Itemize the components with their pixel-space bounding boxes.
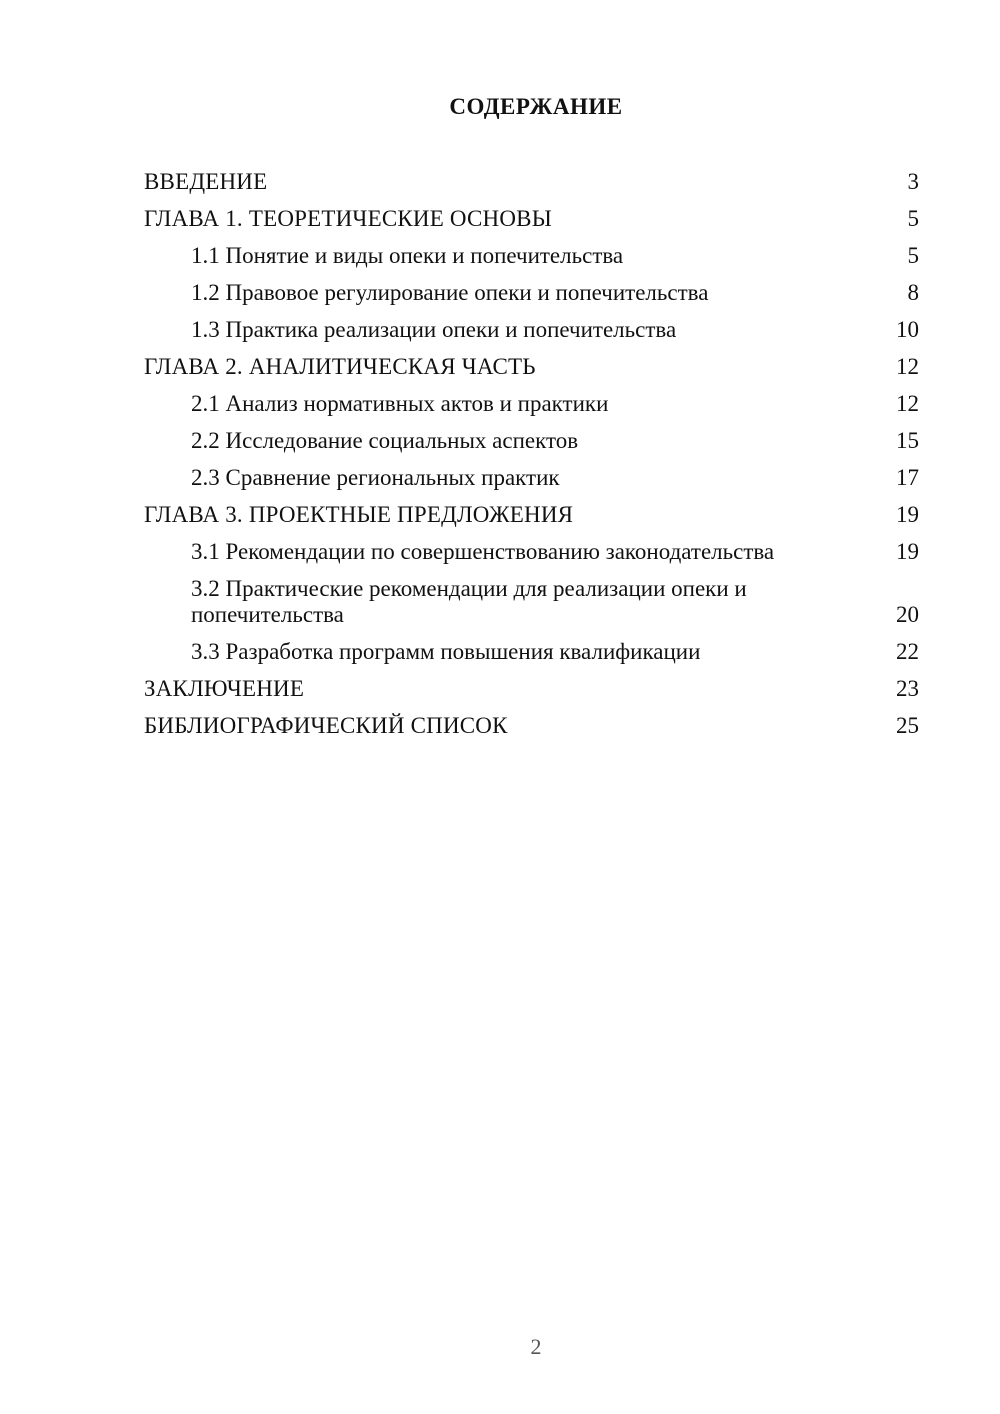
toc-entry-page: 20 [896,602,919,627]
toc-entry-text: 1.2 Правовое регулирование опеки и попечительства [191,280,709,305]
toc-entry-page: 19 [896,539,919,564]
toc-entry-section-1-2[interactable] [144,280,919,306]
toc-entry-text: 2.2 Исследование социальных аспектов [191,428,579,453]
toc-entry-text: ГЛАВА 2. АНАЛИТИЧЕСКАЯ ЧАСТЬ [144,354,536,379]
toc-entry-page: 23 [896,676,919,701]
toc-entry-introduction[interactable] [144,169,919,195]
toc-entry-page: 22 [896,639,919,664]
toc-entry-text: ГЛАВА 1. ТЕОРЕТИЧЕСКИЕ ОСНОВЫ [144,206,552,231]
toc-entry-text: ГЛАВА 3. ПРОЕКТНЫЕ ПРЕДЛОЖЕНИЯ [144,502,574,527]
toc-entry-page: 8 [907,280,919,305]
page-number: 2 [530,1334,542,1359]
toc-entry-page: 5 [907,243,919,268]
table-of-contents [144,169,919,750]
toc-entry-text: 1.1 Понятие и виды опеки и попечительства [191,243,624,268]
toc-entry-text: БИБЛИОГРАФИЧЕСКИЙ СПИСОК [144,713,508,738]
toc-entry-page: 17 [896,465,919,490]
toc-entry-page: 5 [907,206,919,231]
toc-entry-conclusion[interactable] [144,676,919,702]
toc-entry-text: 2.3 Сравнение региональных практик [191,465,560,490]
toc-entry-page: 19 [896,502,919,527]
toc-entry-page: 15 [896,428,919,453]
toc-entry-section-1-1[interactable] [144,243,919,269]
toc-entry-text: ЗАКЛЮЧЕНИЕ [144,676,305,701]
toc-entry-page: 12 [896,354,919,379]
toc-entry-text: 3.1 Рекомендации по совершенствованию законодательства [191,539,775,564]
toc-entry-section-3-2[interactable] [144,576,919,628]
toc-entry-chapter-1[interactable] [144,206,919,232]
toc-entry-chapter-2[interactable] [144,354,919,380]
toc-entry-page: 12 [896,391,919,416]
toc-entry-text: ВВЕДЕНИЕ [144,169,268,194]
toc-entry-section-2-1[interactable] [144,391,919,417]
toc-entry-text: 3.3 Разработка программ повышения квалификации [191,639,701,664]
toc-entry-section-2-2[interactable] [144,428,919,454]
toc-entry-section-3-3[interactable] [144,639,919,665]
toc-entry-page: 10 [896,317,919,342]
toc-entry-section-1-3[interactable] [144,317,919,343]
toc-entry-text: 3.2 Практические рекомендации для реализации опеки и попечительства [191,576,747,627]
toc-title: СОДЕРЖАНИЕ [449,94,623,119]
toc-entry-text: 1.3 Практика реализации опеки и попечительства [191,317,677,342]
toc-entry-text: 2.1 Анализ нормативных актов и практики [191,391,609,416]
toc-entry-chapter-3[interactable] [144,502,919,528]
toc-entry-bibliography[interactable] [144,713,919,739]
toc-entry-page: 25 [896,713,919,738]
toc-entry-section-3-1[interactable] [144,539,919,565]
toc-entry-page: 3 [907,169,919,194]
toc-entry-section-2-3[interactable] [144,465,919,491]
